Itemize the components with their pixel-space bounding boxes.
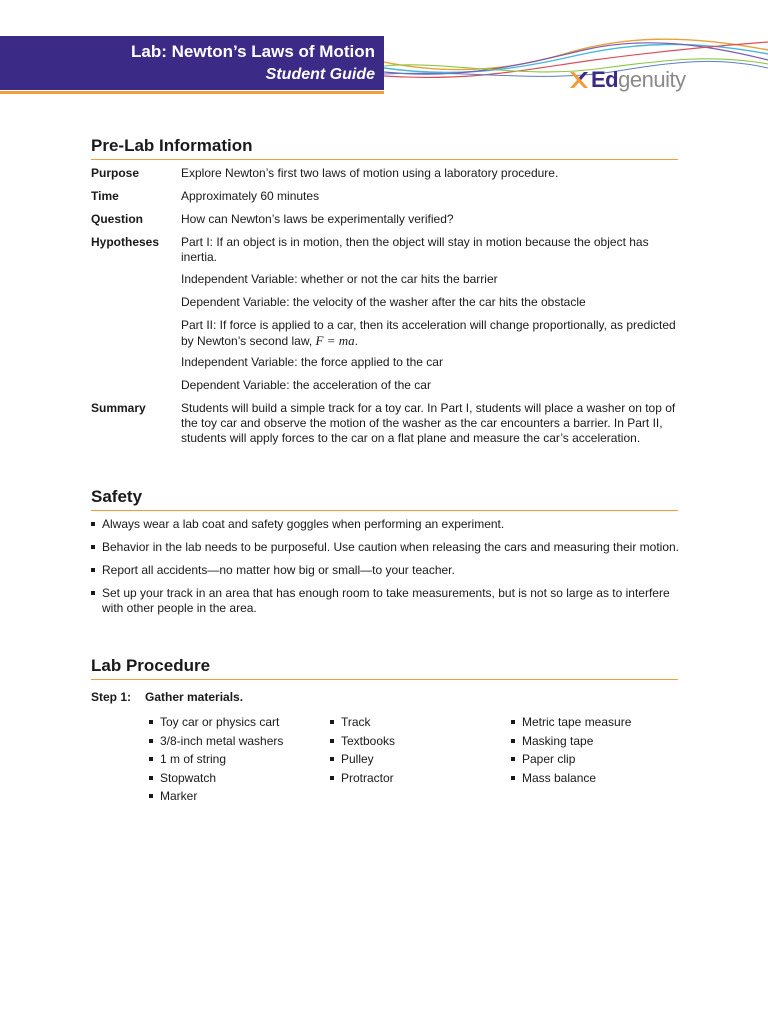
- edgenuity-x-icon: [568, 69, 590, 91]
- question-label: Question: [91, 212, 144, 226]
- question-text: How can Newton’s laws be experimentally verified?: [181, 212, 454, 226]
- hypothesis-dependent-variable-1: Dependent Variable: the velocity of the washer after the car hits the obstacle: [181, 295, 586, 309]
- hypothesis-independent-variable-2: Independent Variable: the force applied to the car: [181, 355, 443, 369]
- hypotheses-label: Hypotheses: [91, 235, 160, 249]
- lab-procedure-heading: Lab Procedure: [91, 656, 678, 680]
- time-text: Approximately 60 minutes: [181, 189, 320, 203]
- hypothesis-part2: Part II: If force is applied to a car, then its acceleration will change proportionally, as predicted by Newton’s second law, F = ma.: [181, 318, 676, 348]
- document-title: Lab: Newton’s Laws of Motion: [131, 42, 375, 61]
- list-item: Set up your track in an area that has enough room to take measurements, but is not so large as to interfere with other people in the area.: [91, 586, 681, 616]
- hypothesis-part1: Part I: If an object is in motion, then the object will stay in motion because the object has inertia.: [181, 235, 649, 264]
- purpose-label: Purpose: [91, 166, 140, 180]
- list-item: Always wear a lab coat and safety goggles when performing an experiment.: [91, 517, 681, 532]
- step-1-label: Step 1:: [91, 690, 132, 704]
- header-accent-line: [0, 91, 384, 94]
- hypothesis-dependent-variable-2: Dependent Variable: the acceleration of the car: [181, 378, 431, 392]
- materials-column-3: [511, 713, 631, 787]
- summary-text: Students will build a simple track for a toy car. In Part I, students will place a washer on top of the toy car and observe the motion of the washer as the car encounters a barrier. In Part II, students will apply forces to the car on a flat plane and measure the car’s acceleration.: [181, 401, 676, 445]
- purpose-text: Explore Newton’s first two laws of motion using a laboratory procedure.: [181, 166, 559, 180]
- list-item: Mass balance: [511, 769, 631, 788]
- safety-list: [91, 517, 681, 624]
- list-item: Behavior in the lab needs to be purposeful. Use caution when releasing the cars and measuring their motion.: [91, 540, 681, 555]
- list-item: Toy car or physics cart: [149, 713, 283, 732]
- step-1-text: Gather materials.: [145, 690, 244, 704]
- header-banner: [0, 36, 384, 90]
- list-item: Metric tape measure: [511, 713, 631, 732]
- list-item: Marker: [149, 787, 283, 806]
- list-item: Textbooks: [330, 732, 395, 751]
- hypothesis-independent-variable-1: Independent Variable: whether or not the car hits the barrier: [181, 272, 498, 286]
- materials-column-2: [330, 713, 395, 787]
- list-item: Stopwatch: [149, 769, 283, 788]
- materials-column-1: [149, 713, 283, 806]
- list-item: Masking tape: [511, 732, 631, 751]
- prelab-heading: Pre-Lab Information: [91, 136, 678, 160]
- list-item: 1 m of string: [149, 750, 283, 769]
- logo-wordmark: Edgenuity: [591, 67, 686, 92]
- list-item: Track: [330, 713, 395, 732]
- list-item: Paper clip: [511, 750, 631, 769]
- safety-heading: Safety: [91, 487, 678, 511]
- document-subtitle: Student Guide: [265, 66, 375, 83]
- list-item: 3/8-inch metal washers: [149, 732, 283, 751]
- list-item: Protractor: [330, 769, 395, 788]
- newton-second-law-formula: F = ma: [315, 333, 355, 348]
- list-item: Report all accidents—no matter how big or small—to your teacher.: [91, 563, 681, 578]
- edgenuity-logo: [568, 66, 686, 94]
- time-label: Time: [91, 189, 119, 203]
- summary-label: Summary: [91, 401, 146, 415]
- list-item: Pulley: [330, 750, 395, 769]
